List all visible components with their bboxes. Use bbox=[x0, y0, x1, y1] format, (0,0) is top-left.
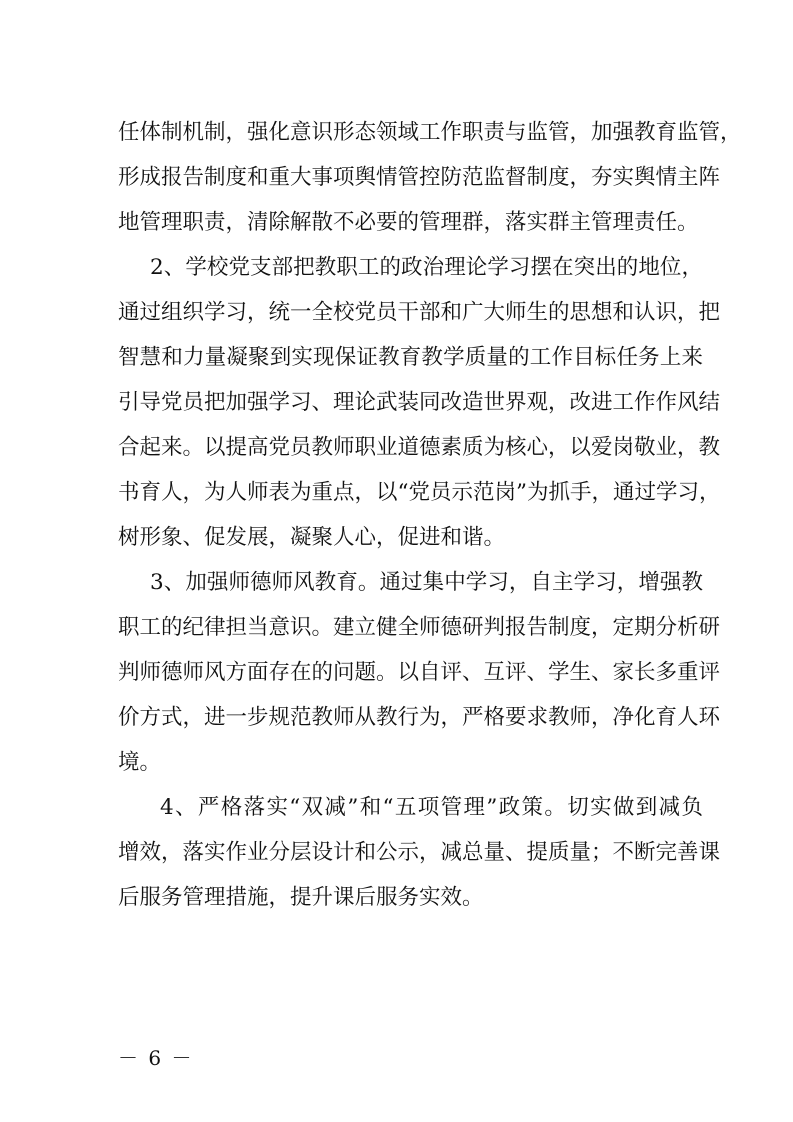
paragraph-line: 通过组织学习，统一全校党员干部和广大师生的思想和认识，把 bbox=[118, 300, 721, 325]
paragraph-line: 境。 bbox=[118, 750, 162, 775]
paragraph-line: 判师德师风方面存在的问题。以自评、互评、学生、家长多重评 bbox=[118, 660, 721, 685]
paragraph-line: 引导党员把加强学习、理论武装同改造世界观，改进工作作风结 bbox=[118, 390, 721, 415]
paragraph-line: 地管理职责，清除解散不必要的管理群，落实群主管理责任。 bbox=[118, 210, 699, 235]
paragraph-line: 增效，落实作业分层设计和公示，减总量、提质量；不断完善课 bbox=[118, 840, 721, 865]
paragraph-line: 任体制机制，强化意识形态领域工作职责与监管，加强教育监管， bbox=[118, 120, 742, 145]
paragraph-line: 4、严格落实“双减”和“五项管理”政策。切实做到减负 bbox=[160, 795, 703, 820]
paragraph-line: 智慧和力量凝聚到实现保证教育教学质量的工作目标任务上来 bbox=[118, 345, 703, 370]
paragraph-line: 形成报告制度和重大事项舆情管控防范监督制度，夯实舆情主阵 bbox=[118, 165, 721, 190]
paragraph-line: 价方式，进一步规范教师从教行为，严格要求教师，净化育人环 bbox=[118, 705, 721, 730]
paragraph-line: 书育人，为人师表为重点，以“党员示范岗”为抓手，通过学习， bbox=[118, 480, 721, 505]
paragraph-line: 树形象、促发展，凝聚人心，促进和谐。 bbox=[118, 525, 506, 550]
paragraph-line: 职工的纪律担当意识。建立健全师德研判报告制度，定期分析研 bbox=[118, 615, 721, 640]
paragraph-line: 3、加强师德师风教育。通过集中学习，自主学习，增强教 bbox=[150, 570, 703, 595]
paragraph-line: 合起来。以提高党员教师职业道德素质为核心，以爱岗敬业，教 bbox=[118, 435, 721, 460]
page-number: － 6 － bbox=[118, 1046, 194, 1070]
paragraph-line: 后服务管理措施，提升课后服务实效。 bbox=[118, 885, 484, 910]
paragraph-line: 2、学校党支部把教职工的政治理论学习摆在突出的地位， bbox=[150, 255, 703, 280]
